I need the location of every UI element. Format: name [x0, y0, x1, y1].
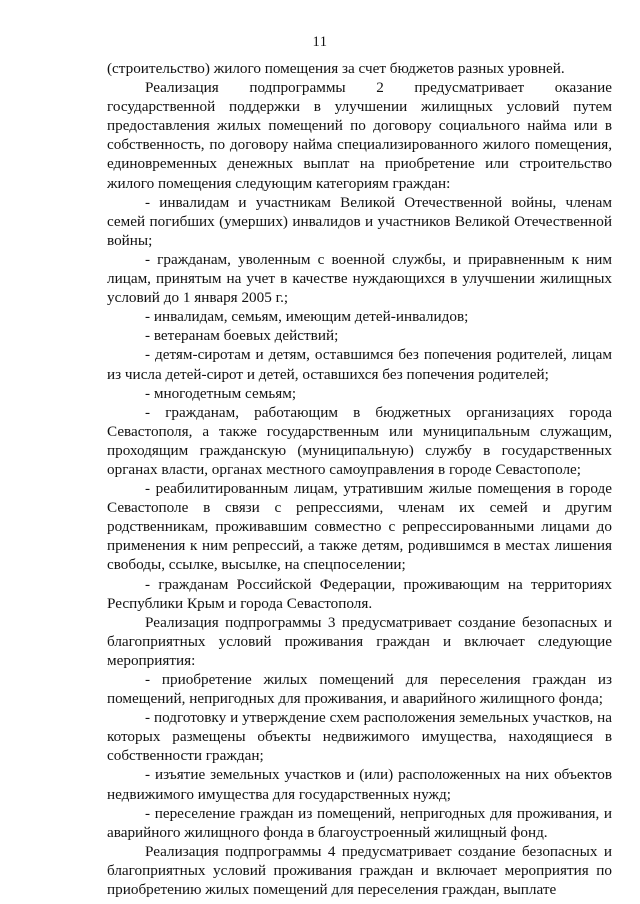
- list-item-military-discharged: - гражданам, уволенным с военной службы, и приравненным к ним лицам, принятым на учет в качестве нуждающихся в улучшении жилищных условий до 1 января 2005 г.;: [107, 250, 612, 307]
- list-item-orphans: - детям-сиротам и детям, оставшимся без попечения родителей, лицам из числа детей-сирот и детей, оставшихся без попечения родителей;: [107, 346, 612, 383]
- list-item-russian-citizens: - гражданам Российской Федерации, проживающим на территориях Республики Крым и города Севастополя.: [107, 575, 612, 612]
- paragraph-continuation: (строительство) жилого помещения за счет бюджетов разных уровней.: [107, 60, 565, 77]
- list-item-disabled-families: - инвалидам, семьям, имеющим детей-инвалидов;: [145, 308, 469, 326]
- paragraph-subprogram-2: Реализация подпрограммы 2 предусматривает оказание государственной поддержки в улучшении жилищных условий путем предоставления жилых помещений по договору социального найма или в собственность, по договору найма специализированного жилого помещения, единовременных денежных выплат на приобретение или строительство жилого помещения следующим категориям граждан:: [107, 79, 612, 192]
- list-item-resettlement: - переселение граждан из помещений, непригодных для проживания, и аварийного жилищного фонда в благоустроенный жилищный фонд.: [107, 804, 612, 841]
- paragraph-subprogram-4: Реализация подпрограммы 4 предусматривает создание безопасных и благоприятных условий проживания граждан и включает мероприятия по приобретению жилых помещений для переселения граждан, выплате: [107, 842, 612, 899]
- list-item-rehabilitated: - реабилитированным лицам, утратившим жилые помещения в городе Севастополе в связи с репрессиями, членам их семей и другим родственникам, проживавшим совместно с репрессированными лицами до применения к ним репрессий, а также детям, родившимся в местах лишения свободы, ссылке, высылке, на спецпоселении;: [107, 480, 612, 574]
- list-item-combat-veterans: - ветеранам боевых действий;: [145, 327, 339, 345]
- list-item-budget-workers: - гражданам, работающим в бюджетных организациях города Севастополя, а также государственным или муниципальным служащим, проходящим гражданскую (муниципальную) службу в государственных органах власти, органах местного самоуправления в городе Севастополе;: [107, 403, 612, 478]
- paragraph-subprogram-3: Реализация подпрограммы 3 предусматривает создание безопасных и благоприятных условий проживания граждан и включает следующие мероприятия:: [107, 613, 612, 669]
- list-item-land-seizure: - изъятие земельных участков и (или) расположенных на них объектов недвижимого имущества для государственных нужд;: [107, 766, 612, 803]
- list-item-housing-acquisition: - приобретение жилых помещений для переселения граждан из помещений, непригодных для проживания, и аварийного жилищного фонда;: [107, 671, 612, 708]
- list-item-war-veterans: - инвалидам и участникам Великой Отечественной войны, членам семей погибших (умерших) инвалидов и участников Великой Отечественной войны;: [107, 193, 612, 249]
- list-item-large-families: - многодетным семьям;: [145, 384, 297, 402]
- document-body: [107, 59, 612, 899]
- list-item-land-schemes: - подготовку и утверждение схем расположения земельных участков, на которых размещены объекты недвижимого имущества, находящиеся в собственности граждан;: [107, 709, 612, 765]
- page-number: 11: [312, 34, 328, 50]
